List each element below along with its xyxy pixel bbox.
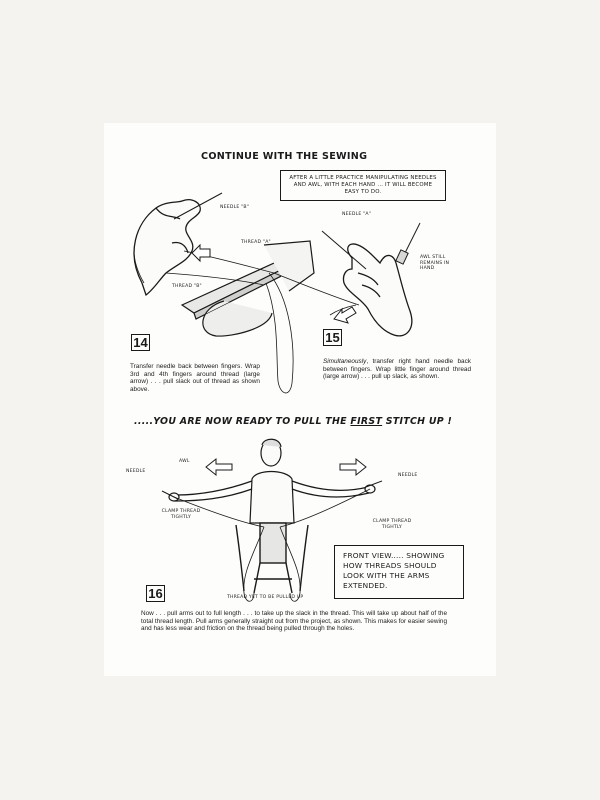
label-thread-b: THREAD "B" [172,284,202,289]
caption-emphasis: Simultaneously [323,358,367,365]
awl-15 [396,223,420,264]
front-view-box [334,545,464,599]
page-title: CONTINUE WITH THE SEWING [201,151,368,162]
figure-15-caption [323,358,471,381]
label-thread-a: THREAD "A" [241,240,271,245]
heading-part-2: STITCH UP ! [382,416,453,427]
label-clamp-right: CLAMP THREAD TIGHTLY [372,519,412,530]
figure-14-number: 14 [131,334,150,351]
arrows-16 [206,459,366,475]
heading-part-1: .....YOU ARE NOW READY TO PULL THE [134,416,351,427]
label-thread-yet: THREAD YET TO BE PULLED UP [227,595,304,600]
label-needle-a: NEEDLE "A" [342,212,372,217]
figure-15-number: 15 [323,329,342,346]
heading-emphasis: FIRST [350,416,383,427]
label-needle-right: NEEDLE [398,473,418,478]
label-awl: AWL [179,459,190,464]
stitching-horse-16 [236,523,308,593]
label-clamp-left: CLAMP THREAD TIGHTLY [161,509,201,520]
arrow-15 [334,307,356,323]
label-needle-left: NEEDLE [126,469,146,474]
caption-rest: , transfer right hand needle back between fingers. Wrap little finger around thread (large arrow) . . . pull up slack, as shown. [323,358,471,381]
tip-text: AFTER A LITTLE PRACTICE MANIPULATING NEEDLES AND AWL, WITH EACH HAND ... IT WILL BECOME EASY TO DO. [289,175,437,195]
left-hand-14 [134,200,200,295]
figure-16-caption: Now . . . pull arms out to full length . . . to take up the slack in the thread. This will take up about half of the total thread length. Pull arms generally straight out from the project, as shown. This makes for easier sewing and has less wear and friction on the thread being pulled through the holes. [141,610,447,633]
arrow-14 [192,245,210,261]
manual-page [104,123,496,676]
label-needle-b: NEEDLE "B" [220,205,250,210]
section-heading [134,416,452,427]
figure-16-number: 16 [146,585,165,602]
figure-14-caption: Transfer needle back between fingers. Wrap 3rd and 4th fingers around thread (large arrow) . . . pull slack out of thread as shown above. [130,363,260,393]
label-awl-note: AWL STILL REMAINS IN HAND [420,255,450,272]
front-view-text: FRONT VIEW..... SHOWING HOW THREADS SHOULD LOOK WITH THE ARMS EXTENDED. [343,551,445,590]
